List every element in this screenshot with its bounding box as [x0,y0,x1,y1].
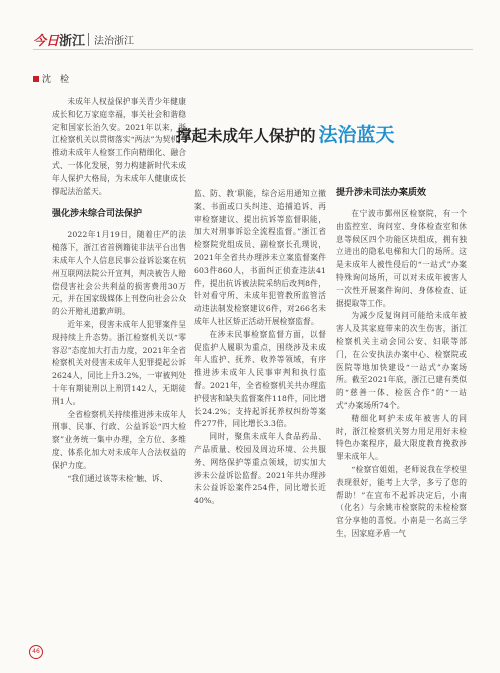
paragraph: 同时，聚焦未成年人食品药品、产品质量、校园及周边环境、公共服务、网络保护等重点领域，切实加大涉未公益诉讼监督。2021年共办理涉未公益诉讼案件254件，同比增长近40%。 [194,432,326,506]
title-part-2: 法治蓝天 [318,124,395,146]
paragraph: 精细化呵护未成年被害人的同时，浙江检察机关努力用足用好未检特色办案程序，最大限度教育挽救涉罪未成年人。 [336,413,467,462]
author-name: 沈 检 [42,75,70,85]
logo-black-text: 浙江 [59,34,86,49]
author-line [33,72,69,85]
title-part-1: 撑起未成年人保护的 [176,127,316,145]
paragraph: 近年来，侵害未成年人犯罪案件呈现持续上升态势。浙江检察机关以“零容忍”态度加大打击力度，2021年全省检察机关对侵害未成年人犯罪提起公诉2624人，同比上升3.2%，一审被判处十年有期徒刑以上刑罚142人，无期徒刑1人。 [52,319,186,406]
magazine-logo [33,30,85,49]
header-divider [88,33,89,46]
paragraph: 在宁波市鄞州区检察院，有一个由监控室、询问室、身体检查室和休息等候区四个功能区块组成，拥有独立进出的隐私电梯和大门的场所。这是未成年人被性侵后的“一站式”办案特殊询问场所，可以对未成年被害人一次性开展案件询问、身体检查、证据提取等工作。 [336,209,467,308]
section-name: 法治浙江 [94,36,134,47]
paragraph: “检察官姐姐，老师说我在学校里表现很好，能考上大学，多亏了您的帮助！”在宜布不起诉决定后，小南（化名）与余姚市检察院的未检检察官分享他的喜悦。小南是一名高三学生，因家庭矛盾一气 [336,464,467,538]
header-rule [33,49,473,50]
column-3 [336,184,467,656]
subheading-1: 强化涉未综合司法保护 [52,209,143,220]
subheading-2: 提升涉未司法办案质效 [336,188,427,198]
column-2 [194,188,326,656]
paragraph: “我们通过该等未检‘触、诉、 [67,473,168,483]
paragraph: 全省检察机关持续推进涉未成年人刑事、民事、行政、公益诉讼“四大检察”业务统一集中办理，全方位、多维度、体系化加大对未成年人合法权益的保护力度。 [52,409,186,470]
paragraph: 为减少反复询问可能给未成年被害人及其家庭带来的次生伤害，浙江检察机关主动会同公安、妇联等部门，在公安执法办案中心、检察院或医院等地加快建设“一站式”办案场所。截至2021年底，浙江已建有类似的“慈善一体、检医合作”的“一站式”办案场所74个。 [336,311,467,410]
red-square-icon [33,76,39,82]
page-number: 46 [29,645,43,659]
paragraph: 2022年1月19日，随着庄严的法槌落下，浙江省首例籍徒非法平台出售未成年人个人信息民事公益诉讼案在杭州互联网法院公开宣判，判决被告人赔偿侵害社会公共利益的损害费用30万元，并在国家级媒体上刊登向社会公众的公开赔礼道歉声明。 [52,230,186,317]
intro-paragraph: 未成年人权益保护事关青少年健康成长和亿万家庭幸福，事关社会和谐稳定和国家长治久安。2021年以来，浙江检察机关以贯彻落实“两法”为契机，推动未成年人检察工作向精细化、融合式、一体化发展，努力构建新时代未成年人保护大格局，为未成年人健康成长撑起法治蓝天。 [52,97,186,196]
paragraph: 在涉未民事检察监督方面，以督促监护人履职为重点，围绕涉及未成年人监护、抚养、收养等领域，有序推进涉未成年人民事审判和执行监督。2021年，全省检察机关共办理监护侵害和缺失监督案件118件，同比增长24.2%；支持起诉抚养权纠纷等案件277件，同比增长3.3倍。 [194,329,326,429]
paragraph: 监、防、教’职能，综合运用通知立撤案、书面或口头纠违、追捕追诉、再审检察建议、提出抗诉等监督职能，加大对刑事诉讼全流程监督。”浙江省检察院党组成员、副检察长孔璞说，2021年全省共办理涉未立案监督案件603件860人，书面纠正侦查违法41件，提出抗诉被法院采纳后改判8件，针对看守所、未成年犯管教所监管活动违法制发检察建议6件，对266名未成年人社区矫正活动开展检察监督。 [194,189,326,326]
column-1 [52,96,186,656]
page-header [33,28,473,50]
article-title [176,120,395,147]
logo-red-text: 今日 [33,34,60,49]
